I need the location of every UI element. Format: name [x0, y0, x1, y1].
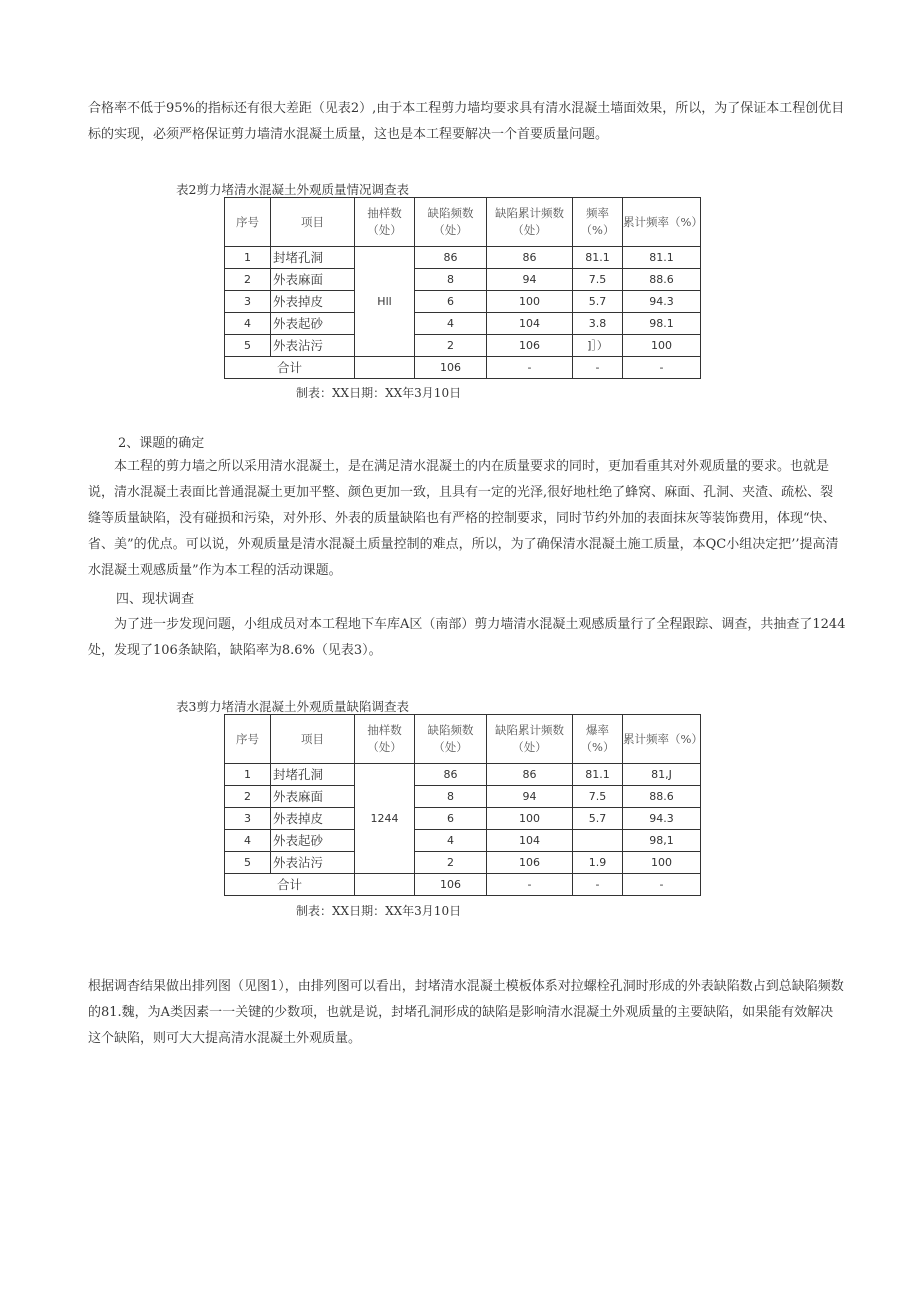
cell-sample-count: 1244	[355, 764, 415, 874]
cell-rate: 1.9	[573, 852, 623, 874]
cell-total-rate: -	[573, 874, 623, 896]
cell-total-cum-freq: -	[487, 357, 573, 379]
cell-item: 外表掉皮	[271, 291, 355, 313]
cell-freq: 4	[415, 830, 487, 852]
section-status-heading: 四、现状调查	[116, 592, 195, 607]
table-row	[225, 291, 701, 313]
cell-no: 4	[225, 830, 271, 852]
table3-caption: 表3剪力堵清水混凝土外观质量缺陷调查表	[176, 699, 409, 714]
cell-freq: 2	[415, 335, 487, 357]
cell-no: 5	[225, 852, 271, 874]
cell-cum-freq: 104	[487, 830, 573, 852]
table-total-row	[225, 357, 701, 379]
header-cum-freq: 缺陷累计频数（处）	[487, 715, 573, 764]
cell-item: 封堵孔洞	[271, 247, 355, 269]
cell-item: 外表起砂	[271, 313, 355, 335]
header-sample: 抽样数（处）	[355, 198, 415, 247]
cell-rate: 81.1	[573, 764, 623, 786]
cell-freq: 6	[415, 808, 487, 830]
table-row	[225, 269, 701, 291]
cell-cum-freq: 104	[487, 313, 573, 335]
cell-rate: 3.8	[573, 313, 623, 335]
header-sample: 抽样数（处）	[355, 715, 415, 764]
section-status-body: 为了进一步发现问题，小组成员对本工程地下车库A区（南部）剪力墙清水混凝土观感质量行了全程跟踪、调查，共抽查了1244处，发现了106条缺陷，缺陷率为8.6%（见表3）。	[88, 617, 846, 658]
header-rate: 爆率（%）	[573, 715, 623, 764]
cell-cum-rate: 81,J	[623, 764, 701, 786]
table2	[224, 197, 701, 379]
cell-total-cum-rate: -	[623, 357, 701, 379]
cell-item: 封堵孔洞	[271, 764, 355, 786]
cell-freq: 8	[415, 269, 487, 291]
cell-total-label: 合计	[225, 357, 355, 379]
table-row	[225, 808, 701, 830]
cell-item: 外表麻面	[271, 269, 355, 291]
table-total-row	[225, 874, 701, 896]
conclusion-paragraph: 根据调杳结果做出排列图（见图1），由排列图可以看出，封堵清水混凝土模板体系对拉螺栓孔洞时形成的外表缺陷数占到总缺陷频数的81.魏，为A类因素一一关键的少数项，也就是说，封堵孔洞形成的缺陷是影响清水混凝土外观质量的主要缺陷，如果能有效解决这个缺陷，则可大大提高清水混凝土外观质量。	[88, 979, 844, 1046]
table-header-row	[225, 198, 701, 247]
table-header-row	[225, 715, 701, 764]
cell-rate	[573, 830, 623, 852]
cell-cum-rate: 100	[623, 852, 701, 874]
table3-footer: 制表：XX日期：XX年3月10日	[296, 904, 462, 918]
cell-item: 外表沾污	[271, 852, 355, 874]
cell-cum-freq: 106	[487, 335, 573, 357]
cell-item: 外表沾污	[271, 335, 355, 357]
cell-no: 3	[225, 291, 271, 313]
cell-freq: 86	[415, 764, 487, 786]
cell-cum-freq: 86	[487, 247, 573, 269]
cell-item: 外表麻面	[271, 786, 355, 808]
header-no: 序号	[225, 198, 271, 247]
cell-total-rate: -	[573, 357, 623, 379]
cell-cum-freq: 94	[487, 786, 573, 808]
header-item: 项目	[271, 715, 355, 764]
cell-rate: 7.5	[573, 786, 623, 808]
table-row	[225, 247, 701, 269]
table-row	[225, 786, 701, 808]
cell-sample-count: Hll	[355, 247, 415, 357]
cell-no: 5	[225, 335, 271, 357]
cell-rate: 81.1	[573, 247, 623, 269]
cell-rate: 7.5	[573, 269, 623, 291]
cell-cum-freq: 86	[487, 764, 573, 786]
cell-freq: 4	[415, 313, 487, 335]
table2-footer: 制表：XX日期：XX年3月10日	[296, 386, 462, 400]
cell-total-label: 合计	[225, 874, 355, 896]
header-cum-rate: 累计频率（%）	[623, 198, 701, 247]
cell-no: 2	[225, 269, 271, 291]
cell-cum-rate: 94.3	[623, 291, 701, 313]
cell-rate: 5.7	[573, 808, 623, 830]
cell-cum-freq: 100	[487, 808, 573, 830]
cell-item: 外表掉皮	[271, 808, 355, 830]
cell-no: 1	[225, 247, 271, 269]
table2-caption: 表2剪力堵清水混凝土外观质量情况调查表	[176, 182, 409, 197]
cell-rate: ]］）	[573, 335, 623, 357]
header-cum-rate: 累计频率（%）	[623, 715, 701, 764]
header-rate: 频率（%）	[573, 198, 623, 247]
table-row	[225, 830, 701, 852]
cell-total-freq: 106	[415, 357, 487, 379]
header-item: 项目	[271, 198, 355, 247]
cell-cum-rate: 88.6	[623, 786, 701, 808]
cell-total-freq: 106	[415, 874, 487, 896]
cell-cum-rate: 100	[623, 335, 701, 357]
cell-freq: 8	[415, 786, 487, 808]
cell-total-sample	[355, 874, 415, 896]
header-freq: 缺陷频数（处）	[415, 198, 487, 247]
table-row	[225, 764, 701, 786]
cell-cum-rate: 98.1	[623, 313, 701, 335]
table-row	[225, 852, 701, 874]
cell-freq: 6	[415, 291, 487, 313]
header-freq: 缺陷频数（处）	[415, 715, 487, 764]
cell-no: 3	[225, 808, 271, 830]
cell-cum-rate: 98,1	[623, 830, 701, 852]
cell-total-cum-freq: -	[487, 874, 573, 896]
cell-cum-freq: 100	[487, 291, 573, 313]
table3	[224, 714, 701, 896]
table-row	[225, 335, 701, 357]
cell-item: 外表起砂	[271, 830, 355, 852]
cell-total-sample	[355, 357, 415, 379]
cell-cum-rate: 88.6	[623, 269, 701, 291]
cell-cum-rate: 94.3	[623, 808, 701, 830]
table-row	[225, 313, 701, 335]
cell-no: 1	[225, 764, 271, 786]
cell-total-cum-rate: -	[623, 874, 701, 896]
cell-no: 4	[225, 313, 271, 335]
header-cum-freq: 缺陷累计频数（处）	[487, 198, 573, 247]
section-topic-heading: 2、课题的确定	[118, 436, 205, 451]
cell-no: 2	[225, 786, 271, 808]
cell-rate: 5.7	[573, 291, 623, 313]
cell-cum-rate: 81.1	[623, 247, 701, 269]
cell-cum-freq: 94	[487, 269, 573, 291]
header-no: 序号	[225, 715, 271, 764]
cell-freq: 2	[415, 852, 487, 874]
section-topic-body: 本工程的剪力墙之所以采用清水混凝土，是在满足清水混凝土的内在质量要求的同时，更加看重其对外观质量的要求。也就是说，清水混凝土表面比普通混凝土更加平整、颜色更加一致，且具有一定的光泽,很好地杜绝了蜂窝、麻面、孔洞、夹渣、疏松、裂缝等质量缺陷，没有碰损和污染，对外形、外表的质量缺陷也有严格的控制要求，同时节约外加的表面抹灰等装饰费用，体现“快、省、美”的优点。可以说，外观质量是清水混凝土质量控制的难点，所以，为了确保清水混凝土施工质量，本QC小组决定把’’提高清水混凝土观感质量”作为本工程的活动课题。	[88, 459, 839, 578]
cell-cum-freq: 106	[487, 852, 573, 874]
cell-freq: 86	[415, 247, 487, 269]
intro-paragraph: 合格率不低于95%的指标还有很大差距（见表2）,由于本工程剪力墙均要求具有清水混凝土墙面效果，所以，为了保证本工程创优目标的实现，必须严格保证剪力墙清水混凝土质量，这也是本工程要解决一个首要质量问题。	[88, 101, 845, 142]
